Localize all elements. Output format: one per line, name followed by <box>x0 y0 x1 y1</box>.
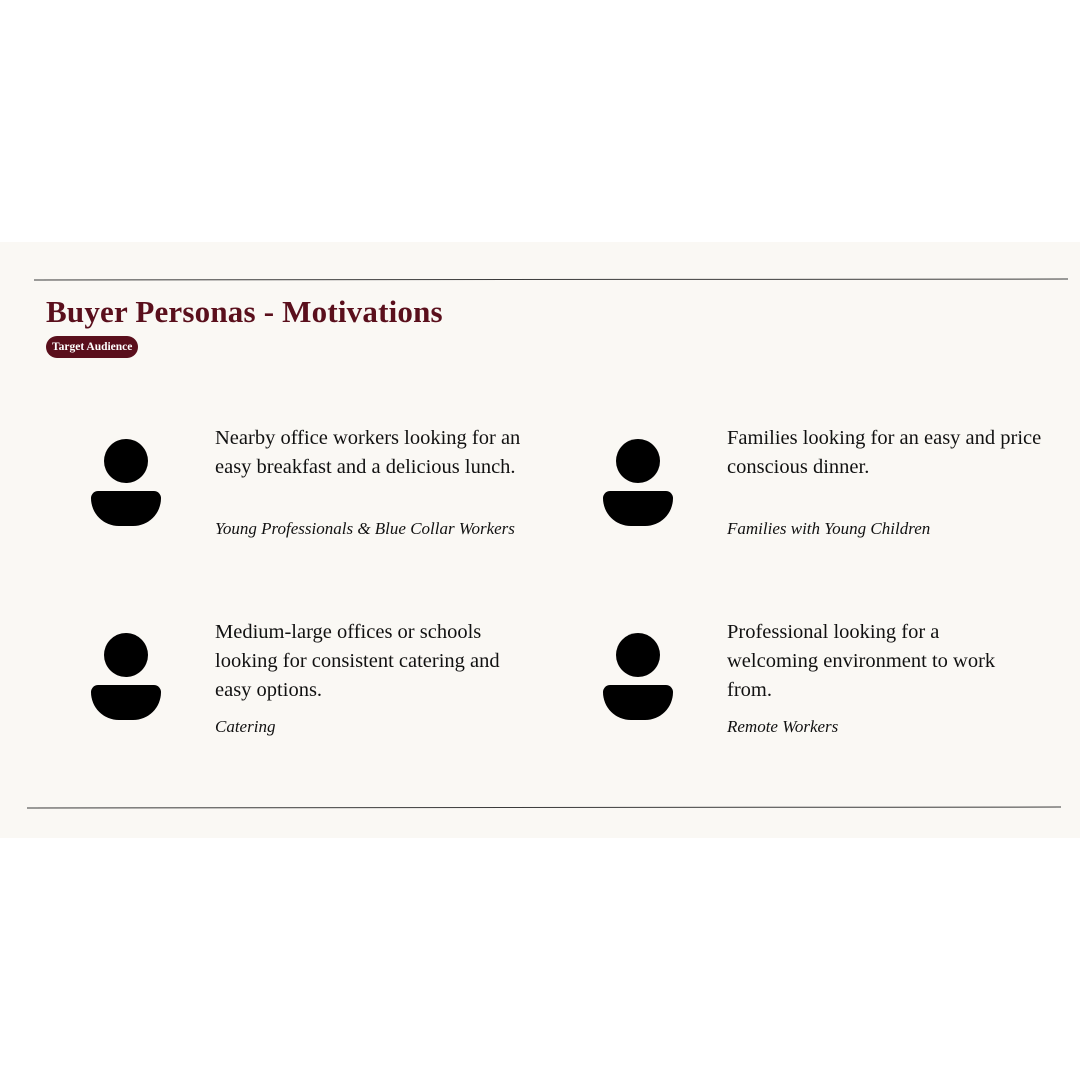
persona-description: Nearby office workers looking for an easy breakfast and a delicious lunch. <box>215 427 521 478</box>
persona-label: Young Professionals & Blue Collar Workers <box>215 519 515 538</box>
person-icon-body <box>603 491 673 526</box>
persona-card-remote-workers <box>603 621 1080 803</box>
person-icon-head <box>616 633 660 677</box>
persona-description: Families looking for an easy and price conscious dinner. <box>727 427 1042 478</box>
persona-card-young-professionals <box>91 427 601 609</box>
page-title: Buyer Personas - Motivations <box>46 294 443 329</box>
person-icon-head <box>104 439 148 483</box>
persona-card-families <box>603 427 1080 609</box>
person-icon-body <box>603 685 673 720</box>
persona-card-catering <box>91 621 601 803</box>
person-icon-head <box>616 439 660 483</box>
person-icon <box>603 633 673 721</box>
person-icon-body <box>91 685 161 720</box>
top-divider <box>34 279 1068 281</box>
persona-label: Remote Workers <box>727 717 839 736</box>
persona-label: Families with Young Children <box>727 519 931 538</box>
persona-description: Medium-large offices or schools looking for consistent catering and easy options. <box>215 621 500 701</box>
slide <box>0 242 1080 838</box>
person-icon <box>603 439 673 527</box>
bottom-divider <box>27 807 1061 809</box>
person-icon <box>91 439 161 527</box>
person-icon-body <box>91 491 161 526</box>
person-icon-head <box>104 633 148 677</box>
persona-label: Catering <box>215 717 276 736</box>
target-audience-badge: Target Audience <box>46 336 138 358</box>
persona-description: Professional looking for a welcoming environment to work from. <box>727 621 996 701</box>
person-icon <box>91 633 161 721</box>
